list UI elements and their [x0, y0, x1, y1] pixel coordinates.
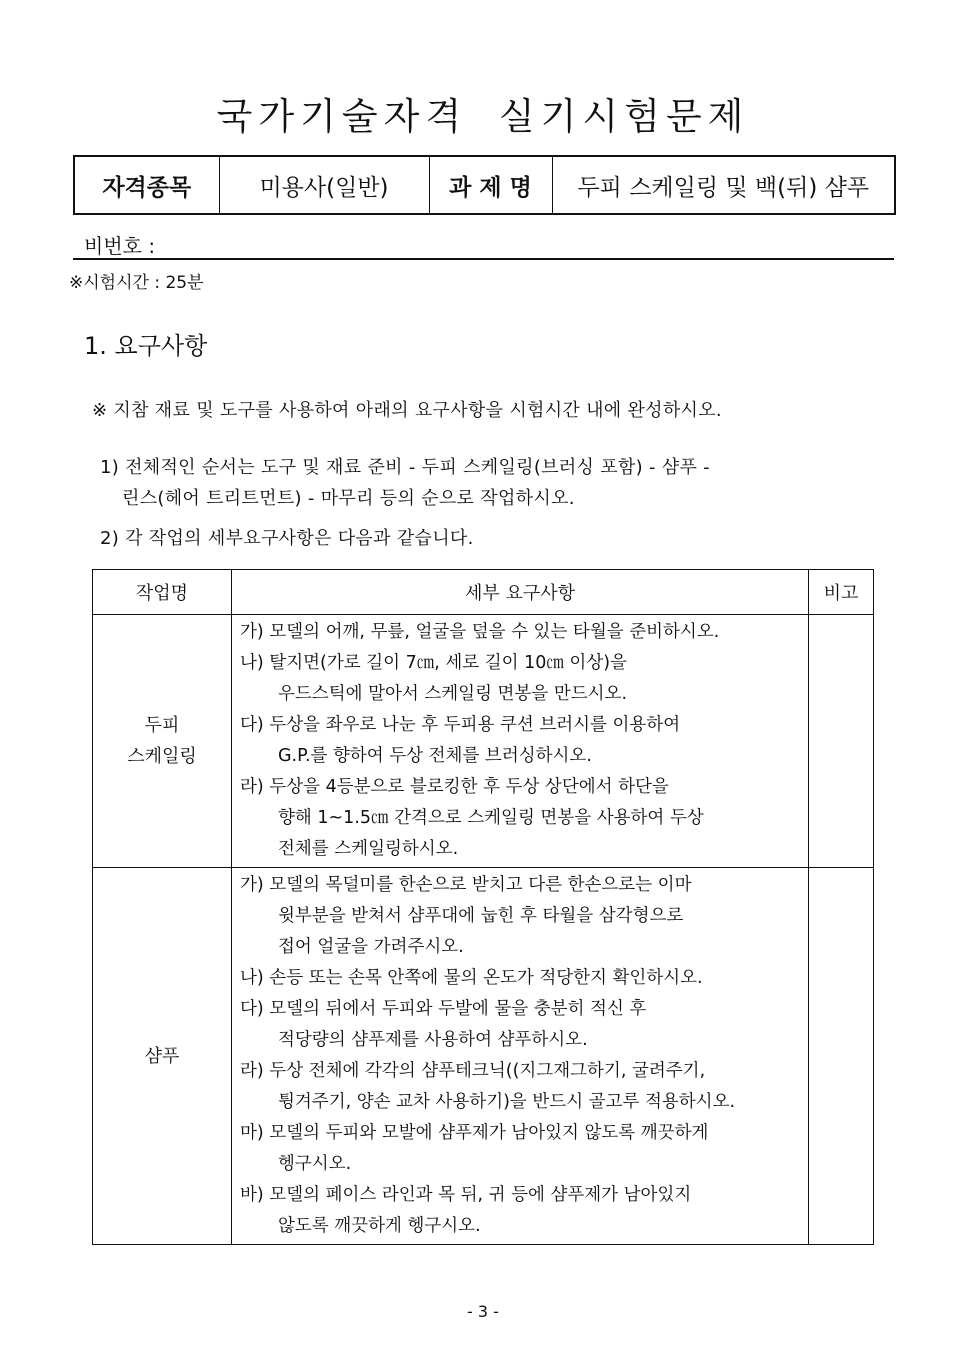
- requirement-item-text: 다) 두상을 좌우로 나눈 후 두피용 쿠션 브러시를 이용하여: [240, 715, 681, 735]
- requirement-item: [240, 1118, 802, 1180]
- column-header-details: 세부 요구사항: [232, 570, 809, 615]
- requirement-item: [240, 648, 802, 710]
- details-cell: [232, 615, 809, 868]
- requirement-item-continuation: 향해 1~1.5㎝ 간격으로 스케일링 면봉을 사용하여 두상: [278, 808, 704, 828]
- requirement-item-continuation: 헹구시오.: [278, 1154, 352, 1174]
- requirement-item-text: 가) 모델의 어깨, 무릎, 얼굴을 덮을 수 있는 타월을 준비하시오.: [240, 622, 720, 642]
- page-number: - 3 -: [467, 1302, 499, 1321]
- serial-number-label: 비번호 :: [84, 234, 156, 258]
- requirement-item-continuation: 튕겨주기, 양손 교차 사용하기)을 반드시 골고루 적용하시오.: [278, 1092, 736, 1112]
- requirement-item-text: 라) 두상을 4등분으로 블로킹한 후 두상 상단에서 하단을: [240, 777, 669, 797]
- requirement-item-continuation: G.P.를 향하여 두상 전체를 브러싱하시오.: [278, 746, 592, 766]
- requirement-item: [240, 710, 802, 772]
- table-row: [93, 868, 874, 1245]
- requirement-item-continuation: 전체를 스케일링하시오.: [278, 839, 459, 859]
- instruction-note: ※ 지참 재료 및 도구를 사용하여 아래의 요구사항을 시험시간 내에 완성하시오.: [92, 400, 722, 421]
- requirement-item: [240, 870, 802, 963]
- requirement-item: [240, 617, 802, 648]
- requirement-item-text: 라) 두상 전체에 각각의 샴푸테크닉((지그재그하기, 굴려주기,: [240, 1061, 706, 1081]
- requirement-item: [240, 994, 802, 1056]
- requirement-item-text: 나) 손등 또는 손목 안쪽에 물의 온도가 적당한지 확인하시오.: [240, 968, 703, 988]
- remark-cell: [809, 615, 874, 868]
- remark-cell: [809, 868, 874, 1245]
- requirement-2: [100, 523, 474, 554]
- requirement-item: [240, 1180, 802, 1242]
- task-name-cell: [93, 615, 232, 868]
- task-name-line: 두피: [144, 715, 180, 736]
- column-header-task: 작업명: [93, 570, 232, 615]
- requirement-item: [240, 1056, 802, 1118]
- requirement-1-line2: 린스(헤어 트리트먼트) - 마무리 등의 순으로 작업하시오.: [122, 488, 575, 509]
- requirement-item: [240, 963, 802, 994]
- requirements-table: [92, 569, 874, 1245]
- task-name-cell: [93, 868, 232, 1245]
- table-row: [93, 615, 874, 868]
- task-name-line: 샴푸: [144, 1045, 180, 1067]
- requirement-item-continuation: 윗부분을 받쳐서 샴푸대에 눕힌 후 타월을 삼각형으로: [278, 906, 684, 926]
- requirement-item-continuation: 접어 얼굴을 가려주시오.: [278, 937, 464, 957]
- requirement-item-text: 나) 탈지면(가로 길이 7㎝, 세로 길이 10㎝ 이상)을: [240, 653, 627, 673]
- requirement-item-text: 마) 모델의 두피와 모발에 샴푸제가 남아있지 않도록 깨끗하게: [240, 1123, 709, 1143]
- document-title: 국가기술자격 실기시험문제: [216, 95, 750, 138]
- subject-label: 과 제 명: [429, 156, 552, 214]
- requirement-item-text: 가) 모델의 목덜미를 한손으로 받치고 다른 한손으로는 이마: [240, 875, 692, 895]
- category-value: 미용사(일반): [219, 156, 429, 214]
- requirement-item: [240, 772, 802, 865]
- exam-duration: ※시험시간 : 25분: [69, 273, 204, 293]
- subject-value: 두피 스케일링 및 백(뒤) 샴푸: [552, 156, 895, 214]
- serial-number-line: [73, 230, 894, 260]
- requirement-item-continuation: 적당량의 샴푸제를 사용하여 샴푸하시오.: [278, 1030, 588, 1050]
- requirement-item-continuation: 않도록 깨끗하게 헹구시오.: [278, 1216, 481, 1236]
- section-title: 1. 요구사항: [84, 332, 208, 360]
- category-label: 자격종목: [74, 156, 219, 214]
- requirement-1: [100, 452, 710, 514]
- task-name-line: 스케일링: [127, 746, 197, 767]
- requirement-2-line1: 2) 각 작업의 세부요구사항은 다음과 같습니다.: [100, 528, 474, 549]
- requirement-item-text: 다) 모델의 뒤에서 두피와 두발에 물을 충분히 적신 후: [240, 999, 647, 1019]
- requirement-item-continuation: 우드스틱에 말아서 스케일링 면봉을 만드시오.: [278, 684, 628, 704]
- column-header-remarks: 비고: [809, 570, 874, 615]
- exam-header-table: [73, 155, 896, 215]
- details-cell: [232, 868, 809, 1245]
- requirement-1-line1: 1) 전체적인 순서는 도구 및 재료 준비 - 두피 스케일링(브러싱 포함) - 샴푸 -: [100, 457, 710, 478]
- requirement-item-text: 바) 모델의 페이스 라인과 목 뒤, 귀 등에 샴푸제가 남아있지: [240, 1185, 692, 1205]
